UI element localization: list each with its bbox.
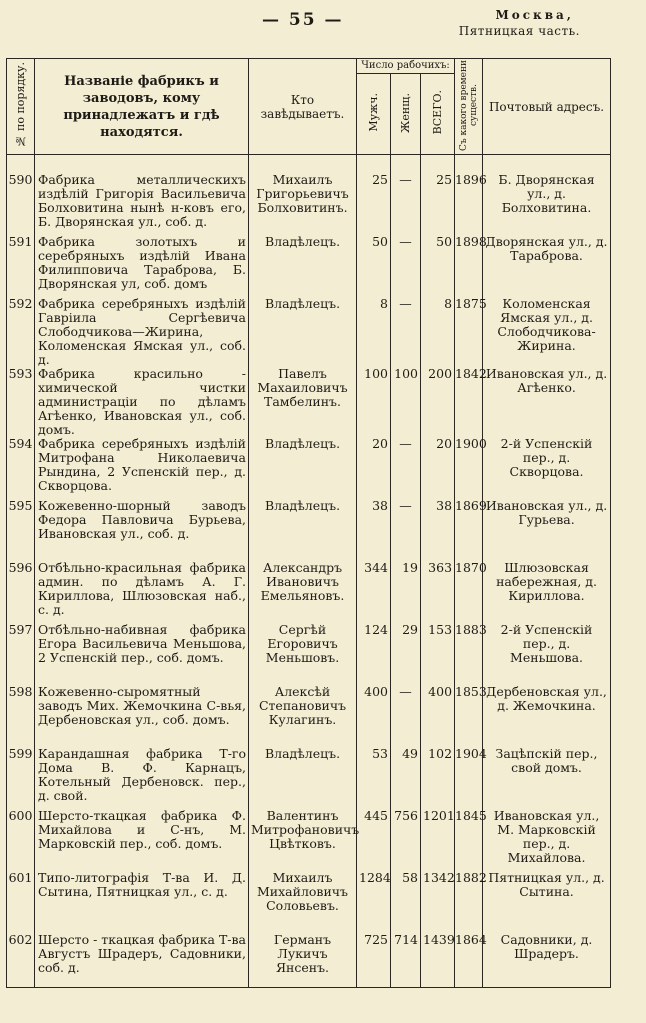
row-address: Пятницкая ул., д. Сытина. xyxy=(483,871,611,933)
row-total-count: 25 xyxy=(421,173,455,235)
row-total-count: 1439 xyxy=(421,933,455,988)
row-year: 1904 xyxy=(455,747,483,809)
row-manager: Владѣлецъ. xyxy=(249,499,357,561)
row-women-count: — xyxy=(391,173,421,235)
row-description: Кожевенно-сыромятный заводъ Мих. Жемочкина С-вья, Дербеновская ул., соб. домъ. xyxy=(35,685,249,747)
row-women-count: — xyxy=(391,235,421,297)
row-number: 600 xyxy=(7,809,35,871)
row-men-count: 8 xyxy=(357,297,391,367)
table-row xyxy=(7,367,611,437)
district-heading: Пятницкая часть. xyxy=(458,24,580,38)
row-year: 1900 xyxy=(455,437,483,499)
row-women-count: — xyxy=(391,685,421,747)
row-manager: Михаилъ Григорьевичъ Болховитинъ. xyxy=(249,173,357,235)
row-year: 1869 xyxy=(455,499,483,561)
table-row xyxy=(7,499,611,561)
row-total-count: 1342 xyxy=(421,871,455,933)
row-women-count: 19 xyxy=(391,561,421,623)
table-row xyxy=(7,685,611,747)
row-number: 596 xyxy=(7,561,35,623)
row-address: Садовники, д. Шрадеръ. xyxy=(483,933,611,988)
row-manager: Михаилъ Михайловичъ Соловьевъ. xyxy=(249,871,357,933)
row-description: Шерсто-ткацкая фабрика Ф. Михайлова и С-нъ, М. Марковскій пер., соб. домъ. xyxy=(35,809,249,871)
row-description: Фабрика серебряныхъ издѣлій Гавріила Сергѣевича Слободчикова—Жирина, Коломенская Ямская ул., соб. д. xyxy=(35,297,249,367)
row-total-count: 8 xyxy=(421,297,455,367)
row-description: Фабрика красильно - химической чистки администраціи по дѣламъ Агѣенко, Ивановская ул., соб. домъ. xyxy=(35,367,249,437)
row-description: Фабрика металлическихъ издѣлій Григорія Васильевича Болховитина нынѣ н-ковъ его, Б. Дворянская ул., соб. д. xyxy=(35,173,249,235)
row-total-count: 102 xyxy=(421,747,455,809)
row-description: Отбѣльно-красильная фабрика админ. по дѣламъ А. Г. Кириллова, Шлюзовская наб., с. д. xyxy=(35,561,249,623)
row-manager: Сергѣй Егоровичъ Меньшовъ. xyxy=(249,623,357,685)
row-manager: Владѣлецъ. xyxy=(249,747,357,809)
row-total-count: 400 xyxy=(421,685,455,747)
row-men-count: 53 xyxy=(357,747,391,809)
row-men-count: 20 xyxy=(357,437,391,499)
col-address-header: Почтовый адресъ. xyxy=(483,59,611,155)
row-description: Шерсто - ткацкая фабрика Т-ва Августъ Шрадеръ, Садовники, соб. д. xyxy=(35,933,249,988)
col-women-header: Женщ. xyxy=(391,74,421,155)
row-address: Коломенская Ямская ул., д. Слободчикова-Жирина. xyxy=(483,297,611,367)
row-year: 1842 xyxy=(455,367,483,437)
table-spacer-row xyxy=(7,155,611,174)
row-total-count: 153 xyxy=(421,623,455,685)
col-workers-group-header: Число рабочихъ: xyxy=(357,59,455,74)
row-men-count: 25 xyxy=(357,173,391,235)
row-number: 593 xyxy=(7,367,35,437)
row-manager: Германъ Лукичъ Янсенъ. xyxy=(249,933,357,988)
row-women-count: 29 xyxy=(391,623,421,685)
row-men-count: 124 xyxy=(357,623,391,685)
row-men-count: 50 xyxy=(357,235,391,297)
row-manager: Павелъ Махаиловичъ Тамбелинъ. xyxy=(249,367,357,437)
table-body xyxy=(7,155,611,988)
row-total-count: 363 xyxy=(421,561,455,623)
row-women-count: 714 xyxy=(391,933,421,988)
row-men-count: 445 xyxy=(357,809,391,871)
row-men-count: 400 xyxy=(357,685,391,747)
row-number: 597 xyxy=(7,623,35,685)
table-row xyxy=(7,437,611,499)
row-number: 595 xyxy=(7,499,35,561)
row-women-count: 58 xyxy=(391,871,421,933)
row-manager: Валентинъ Митрофановичъ Цвѣтковъ. xyxy=(249,809,357,871)
table-row xyxy=(7,297,611,367)
row-address: Шлюзовская набережная, д. Кириллова. xyxy=(483,561,611,623)
row-address: 2-й Успенскій пер., д. Скворцова. xyxy=(483,437,611,499)
row-address: Б. Дворянская ул., д. Болховитина. xyxy=(483,173,611,235)
row-total-count: 38 xyxy=(421,499,455,561)
row-address: Дворянская ул., д. Тараброва. xyxy=(483,235,611,297)
row-year: 1864 xyxy=(455,933,483,988)
factory-table xyxy=(6,58,611,988)
row-manager: Алексѣй Степановичъ Кулагинъ. xyxy=(249,685,357,747)
row-manager: Александръ Ивановичъ Емельяновъ. xyxy=(249,561,357,623)
row-address: 2-й Успенскій пер., д. Меньшова. xyxy=(483,623,611,685)
row-manager: Владѣлецъ. xyxy=(249,437,357,499)
table-row xyxy=(7,623,611,685)
page-number: — 55 — xyxy=(262,10,344,30)
table-row xyxy=(7,561,611,623)
row-address: Дербеновская ул., д. Жемочкина. xyxy=(483,685,611,747)
row-number: 602 xyxy=(7,933,35,988)
row-number: 591 xyxy=(7,235,35,297)
row-men-count: 1284 xyxy=(357,871,391,933)
row-address: Ивановская ул., д. Гурьева. xyxy=(483,499,611,561)
row-number: 601 xyxy=(7,871,35,933)
row-men-count: 725 xyxy=(357,933,391,988)
row-number: 590 xyxy=(7,173,35,235)
row-total-count: 50 xyxy=(421,235,455,297)
table-row xyxy=(7,747,611,809)
row-description: Типо-литографія Т-ва И. Д. Сытина, Пятницкая ул., с. д. xyxy=(35,871,249,933)
row-address: Ивановская ул., М. Марковскій пер., д. Михайлова. xyxy=(483,809,611,871)
row-year: 1870 xyxy=(455,561,483,623)
row-manager: Владѣлецъ. xyxy=(249,297,357,367)
table-row xyxy=(7,933,611,988)
row-manager: Владѣлецъ. xyxy=(249,235,357,297)
row-year: 1898 xyxy=(455,235,483,297)
row-number: 599 xyxy=(7,747,35,809)
row-number: 592 xyxy=(7,297,35,367)
row-year: 1875 xyxy=(455,297,483,367)
table-head xyxy=(7,59,611,155)
row-total-count: 1201 xyxy=(421,809,455,871)
row-women-count: — xyxy=(391,499,421,561)
row-description: Кожевенно-шорный заводъ Федора Павловича Бурьева, Ивановская ул., соб. д. xyxy=(35,499,249,561)
col-men-header: Мужч. xyxy=(357,74,391,155)
col-number-header: № по порядку. xyxy=(7,59,35,155)
row-description: Фабрика золотыхъ и серебряныхъ издѣлій Ивана Филипповича Тараброва, Б. Дворянская ул, соб. домъ xyxy=(35,235,249,297)
row-women-count: — xyxy=(391,297,421,367)
row-description: Отбѣльно-набивная фабрика Егора Васильевича Меньшова, 2 Успенскій пер., соб. домъ. xyxy=(35,623,249,685)
col-name-header: Названіе фабрикъ и заводовъ, кому принадлежатъ и гдѣ находятся. xyxy=(35,59,249,155)
row-total-count: 200 xyxy=(421,367,455,437)
row-address: Ивановская ул., д. Агѣенко. xyxy=(483,367,611,437)
row-year: 1845 xyxy=(455,809,483,871)
page-header xyxy=(0,0,646,52)
row-year: 1853 xyxy=(455,685,483,747)
row-description: Карандашная фабрика Т-го Дома В. Ф. Карнацъ, Котельный Дербеновск. пер., д. свой. xyxy=(35,747,249,809)
col-manager-header: Кто завѣдываетъ. xyxy=(249,59,357,155)
row-men-count: 344 xyxy=(357,561,391,623)
factory-table-container xyxy=(6,58,610,1018)
row-number: 594 xyxy=(7,437,35,499)
row-year: 1883 xyxy=(455,623,483,685)
table-row xyxy=(7,809,611,871)
col-total-header: ВСЕГО. xyxy=(421,74,455,155)
row-description: Фабрика серебряныхъ издѣлій Митрофана Николаевича Рындина, 2 Успенскій пер., д. Скворцова. xyxy=(35,437,249,499)
row-year: 1896 xyxy=(455,173,483,235)
table-row xyxy=(7,235,611,297)
city-heading: Москва, xyxy=(495,8,574,22)
table-row xyxy=(7,173,611,235)
row-year: 1882 xyxy=(455,871,483,933)
row-number: 598 xyxy=(7,685,35,747)
row-total-count: 20 xyxy=(421,437,455,499)
row-address: Зацѣпскій пер., свой домъ. xyxy=(483,747,611,809)
row-women-count: 100 xyxy=(391,367,421,437)
row-women-count: — xyxy=(391,437,421,499)
table-row xyxy=(7,871,611,933)
row-women-count: 49 xyxy=(391,747,421,809)
col-since-header: Съ какого времени существ. xyxy=(455,59,483,155)
row-men-count: 38 xyxy=(357,499,391,561)
row-women-count: 756 xyxy=(391,809,421,871)
row-men-count: 100 xyxy=(357,367,391,437)
